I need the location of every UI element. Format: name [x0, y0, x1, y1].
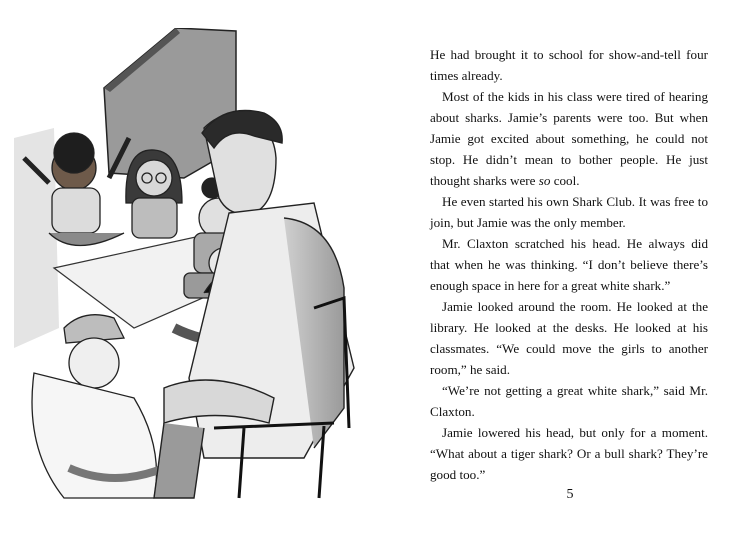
paragraph-5: Jamie looked around the room. He looked at the library. He looked at the desks. He looked at his classmates. “We could move the girls to another room,” he said. [430, 299, 708, 377]
text-page [430, 44, 708, 485]
paragraph-3: He even started his own Shark Club. It was free to join, but Jamie was the only member. [430, 194, 708, 230]
paragraph-7: Jamie lowered his head, but only for a moment. “What about a tiger shark? Or a bull shark? They’re good too.” [430, 425, 708, 482]
emphasis-so: so [538, 173, 551, 188]
girl-with-glasses [126, 150, 182, 238]
paragraph-2-text: Most of the kids in his class were tired of hearing about sharks. Jamie’s parents were too. But when Jamie got excited about something, he could not stop. He didn’t mean to bother people. He just thought sharks were [430, 89, 708, 188]
classroom-illustration [14, 28, 364, 508]
paragraph-2 [430, 86, 708, 191]
paragraph-6: “We’re not getting a great white shark,” said Mr. Claxton. [430, 383, 708, 419]
paragraph-2-end: cool. [553, 173, 580, 188]
kid-in-cap [32, 315, 164, 498]
paragraph-4: Mr. Claxton scratched his head. He always did that when he was thinking. “I don’t believe there’s enough space in here for a great white shark.” [430, 236, 708, 293]
paragraph-1: He had brought it to school for show-and-tell four times already. [430, 47, 708, 83]
page-number: 5 [566, 487, 574, 502]
